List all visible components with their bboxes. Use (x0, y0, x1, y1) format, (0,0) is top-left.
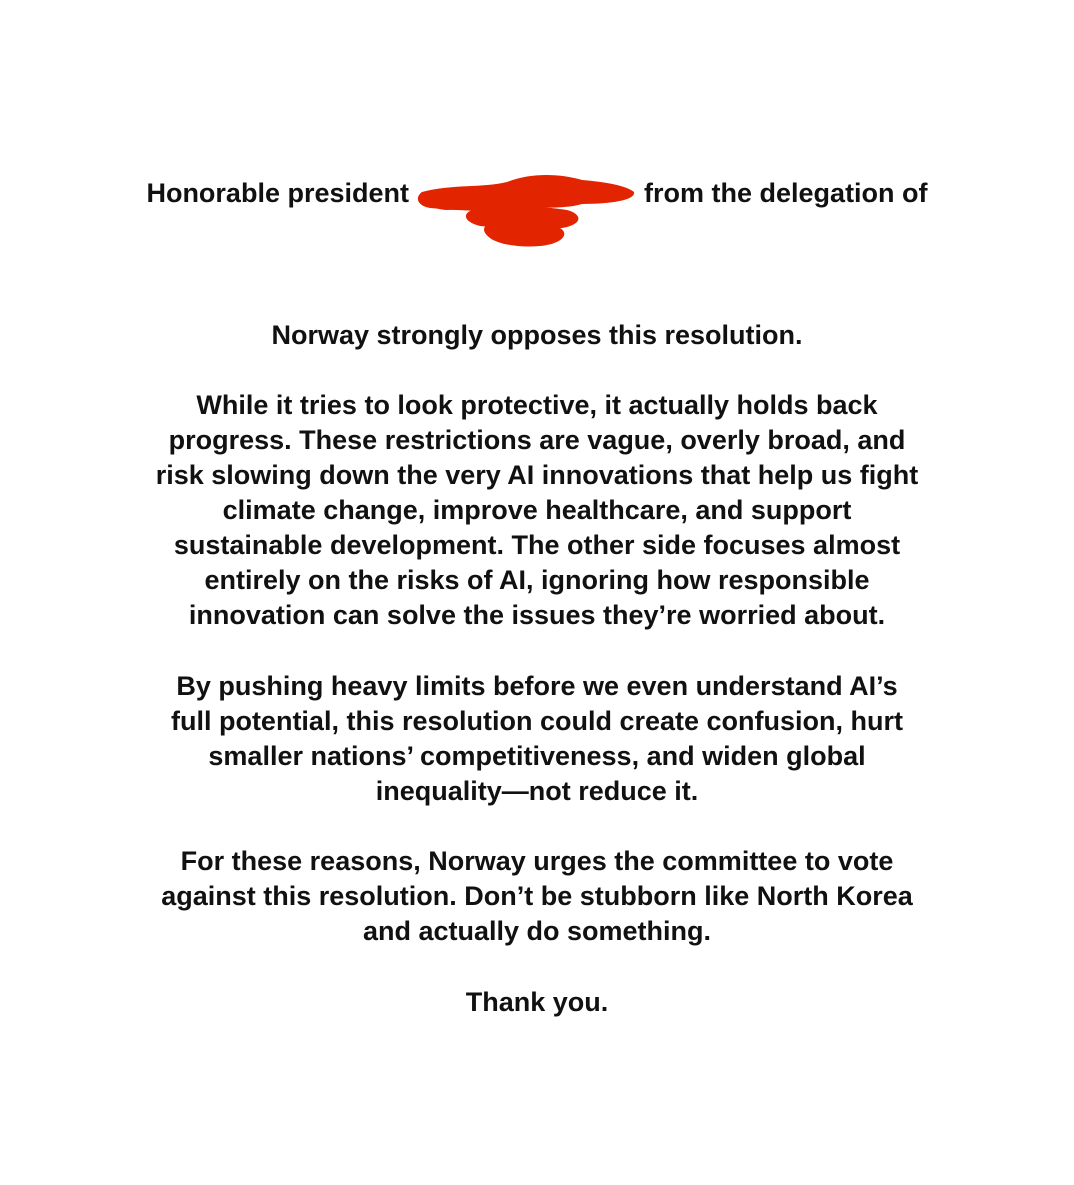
paragraph-opening (0, 318, 1074, 353)
paragraph-line: and actually do something. (362, 916, 712, 946)
paragraph-impact (0, 669, 1074, 809)
paragraph-line: risk slowing down the very AI innovations that help us fight (155, 460, 919, 490)
paragraph-line: For these reasons, Norway urges the committee to vote (180, 846, 894, 876)
salutation-left: Honorable president (146, 178, 409, 208)
paragraph-line: sustainable development. The other side focuses almost (173, 530, 901, 560)
redaction-scribble (412, 166, 638, 250)
redaction-marks (418, 175, 634, 247)
paragraph-conclusion (0, 844, 1074, 949)
paragraph-line: Norway strongly opposes this resolution. (271, 320, 803, 350)
paragraph-argument (0, 388, 1074, 633)
paragraph-line: entirely on the risks of AI, ignoring how responsible (204, 565, 870, 595)
paragraph-closing (0, 985, 1074, 1020)
paragraph-line: inequality—not reduce it. (375, 776, 699, 806)
salutation-right: from the delegation of (644, 178, 928, 208)
paragraph-line: While it tries to look protective, it actually holds back (196, 390, 878, 420)
paragraph-line: innovation can solve the issues they’re worried about. (188, 600, 886, 630)
paragraph-line: full potential, this resolution could create confusion, hurt (170, 706, 904, 736)
paragraph-line: Thank you. (465, 987, 609, 1017)
paragraph-line: climate change, improve healthcare, and support (222, 495, 852, 525)
paragraph-line: smaller nations’ competitiveness, and widen global (208, 741, 866, 771)
paragraph-line: progress. These restrictions are vague, overly broad, and (168, 425, 906, 455)
paragraph-line: against this resolution. Don’t be stubborn like North Korea (161, 881, 913, 911)
paragraph-line: By pushing heavy limits before we even understand AI’s (176, 671, 898, 701)
